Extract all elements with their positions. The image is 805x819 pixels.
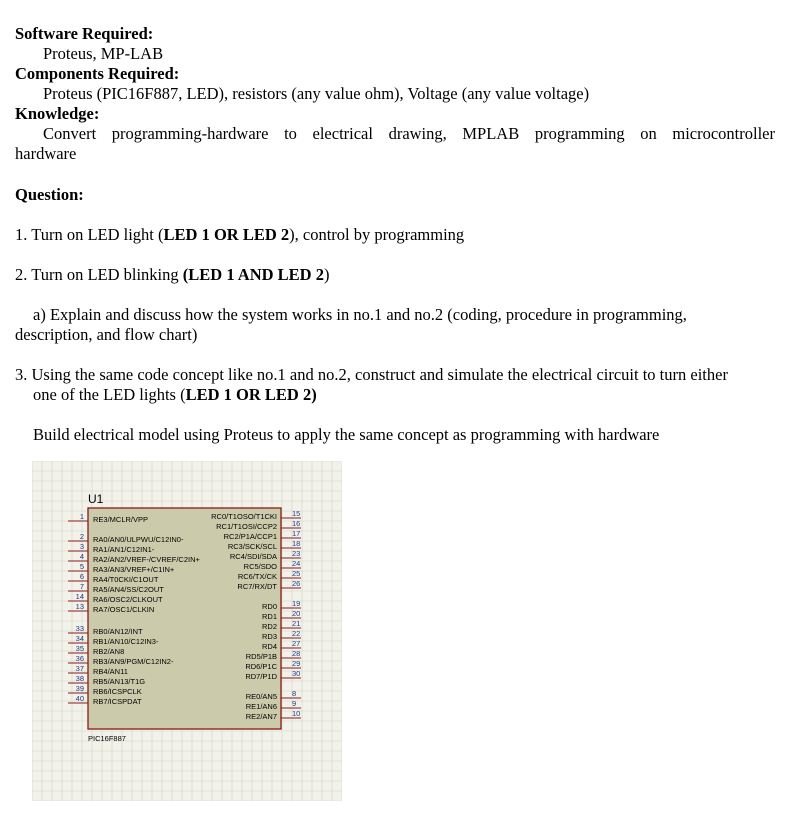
components-value: Proteus (PIC16F887, LED), resistors (any value ohm), Voltage (any value voltage) xyxy=(43,84,590,103)
pin-label: RD1 xyxy=(261,612,277,621)
pin-number: 28 xyxy=(292,649,301,658)
question-heading: Question: xyxy=(15,185,84,204)
pin-number: 23 xyxy=(292,549,301,558)
pin-label: RA7/OSC1/CLKIN xyxy=(93,605,155,614)
pin-number: 36 xyxy=(75,654,84,663)
pin-number: 22 xyxy=(292,629,301,638)
pin-number: 8 xyxy=(292,689,297,698)
pin-number: 4 xyxy=(79,552,84,561)
pin-label: RC4/SDI/SDA xyxy=(229,552,277,561)
question-2-pre: 2. Turn on LED blinking xyxy=(15,265,183,284)
chip-part-label: PIC16F887 xyxy=(88,734,126,743)
pin-number: 24 xyxy=(292,559,301,568)
question-2-post: ) xyxy=(323,265,330,284)
pin-number: 1 xyxy=(79,512,84,521)
pin-label: RD2 xyxy=(261,622,277,631)
pin-number: 38 xyxy=(75,674,84,683)
question-3-line-2-pre: one of the LED lights ( xyxy=(33,385,186,404)
pin-label: RD3 xyxy=(261,632,277,641)
question-3-line-2-bold: LED 1 OR LED 2) xyxy=(185,385,317,404)
pin-label: RB2/AN8 xyxy=(93,647,125,656)
knowledge-text xyxy=(15,124,775,164)
question-2 xyxy=(15,265,329,285)
pin-label: RB1/AN10/C12IN3- xyxy=(93,637,159,646)
pin-number: 17 xyxy=(292,529,301,538)
software-value: Proteus, MP-LAB xyxy=(43,44,164,63)
knowledge-heading: Knowledge: xyxy=(15,104,100,123)
knowledge-line-2: hardware xyxy=(15,144,77,163)
knowledge-line-1: Convert programming-hardware to electrical drawing, MPLAB programming on microcontroller xyxy=(43,124,775,143)
question-3-line-2 xyxy=(33,385,317,405)
pin-label: RC7/RX/DT xyxy=(237,582,277,591)
pin-number: 16 xyxy=(292,519,301,528)
pin-number: 21 xyxy=(292,619,301,628)
pin-number: 34 xyxy=(75,634,84,643)
pin-label: RB3/AN9/PGM/C12IN2- xyxy=(93,657,174,666)
pin-label: RB5/AN13/T1G xyxy=(93,677,146,686)
pin-number: 25 xyxy=(292,569,301,578)
pin-number: 10 xyxy=(292,709,301,718)
pin-label: RB7/ICSPDAT xyxy=(93,697,142,706)
pin-label: RD5/P1B xyxy=(245,652,277,661)
pin-label: RE3/MCLR/VPP xyxy=(93,515,149,524)
pin-label: RA2/AN2/VREF-/CVREF/C2IN+ xyxy=(93,555,200,564)
pin-label: RA5/AN4/SS/C2OUT xyxy=(93,585,164,594)
chip-ref: U1 xyxy=(88,492,104,506)
pin-number: 5 xyxy=(79,562,84,571)
pin-label: RC2/P1A/CCP1 xyxy=(223,532,277,541)
pin-label: RB6/ICSPCLK xyxy=(93,687,142,696)
pin-label: RA6/OSC2/CLKOUT xyxy=(93,595,163,604)
question-1-pre: 1. Turn on LED light ( xyxy=(15,225,164,244)
pin-label: RB4/AN11 xyxy=(93,667,128,676)
pin-number: 40 xyxy=(75,694,84,703)
pin-label: RD4 xyxy=(261,642,277,651)
pic16f887-schematic xyxy=(32,461,342,801)
question-3-line-1: 3. Using the same code concept like no.1 and no.2, construct and simulate the electrical circuit to turn either xyxy=(15,365,728,384)
pin-label: RE1/AN6 xyxy=(245,702,277,711)
pin-number: 30 xyxy=(292,669,301,678)
pin-label: RC1/T1OSI/CCP2 xyxy=(216,522,277,531)
pin-label: RA3/AN3/VREF+/C1IN+ xyxy=(93,565,175,574)
pin-label: RC6/TX/CK xyxy=(237,572,277,581)
pin-label: RC3/SCK/SCL xyxy=(227,542,277,551)
pin-number: 37 xyxy=(75,664,84,673)
pin-label: RA0/AN0/ULPWU/C12IN0- xyxy=(93,535,184,544)
pin-number: 33 xyxy=(75,624,84,633)
pin-label: RC5/SDO xyxy=(243,562,277,571)
pin-number: 20 xyxy=(292,609,301,618)
pin-label: RE0/AN5 xyxy=(245,692,277,701)
question-a-line-2: description, and flow chart) xyxy=(15,325,198,344)
pin-label: RC0/T1OSO/T1CKI xyxy=(211,512,277,521)
question-a-line-1: a) Explain and discuss how the system works in no.1 and no.2 (coding, procedure in programming, xyxy=(33,305,687,324)
build-instruction: Build electrical model using Proteus to apply the same concept as programming with hardware xyxy=(33,425,660,444)
pin-number: 3 xyxy=(79,542,84,551)
pin-number: 15 xyxy=(292,509,301,518)
pin-number: 6 xyxy=(79,572,84,581)
question-1-bold: LED 1 OR LED 2 xyxy=(163,225,290,244)
pin-number: 39 xyxy=(75,684,84,693)
pin-number: 2 xyxy=(79,532,84,541)
question-1-post: ), control by programming xyxy=(289,225,465,244)
pin-number: 29 xyxy=(292,659,301,668)
pin-label: RA1/AN1/C12IN1- xyxy=(93,545,155,554)
pin-label: RE2/AN7 xyxy=(245,712,277,721)
pin-number: 14 xyxy=(75,592,84,601)
pin-label: RD7/P1D xyxy=(245,672,277,681)
pin-label: RA4/T0CKI/C1OUT xyxy=(93,575,159,584)
pin-number: 18 xyxy=(292,539,301,548)
question-2-bold: (LED 1 AND LED 2 xyxy=(182,265,324,284)
pin-label: RD6/P1C xyxy=(245,662,277,671)
pin-label: RD0 xyxy=(261,602,277,611)
software-heading: Software Required: xyxy=(15,24,154,43)
pin-number: 7 xyxy=(79,582,84,591)
pin-number: 27 xyxy=(292,639,301,648)
pin-number: 19 xyxy=(292,599,301,608)
pin-number: 13 xyxy=(75,602,84,611)
pin-number: 35 xyxy=(75,644,84,653)
pin-number: 9 xyxy=(292,699,297,708)
components-heading: Components Required: xyxy=(15,64,180,83)
pin-number: 26 xyxy=(292,579,301,588)
pin-label: RB0/AN12/INT xyxy=(93,627,143,636)
question-1 xyxy=(15,225,464,245)
